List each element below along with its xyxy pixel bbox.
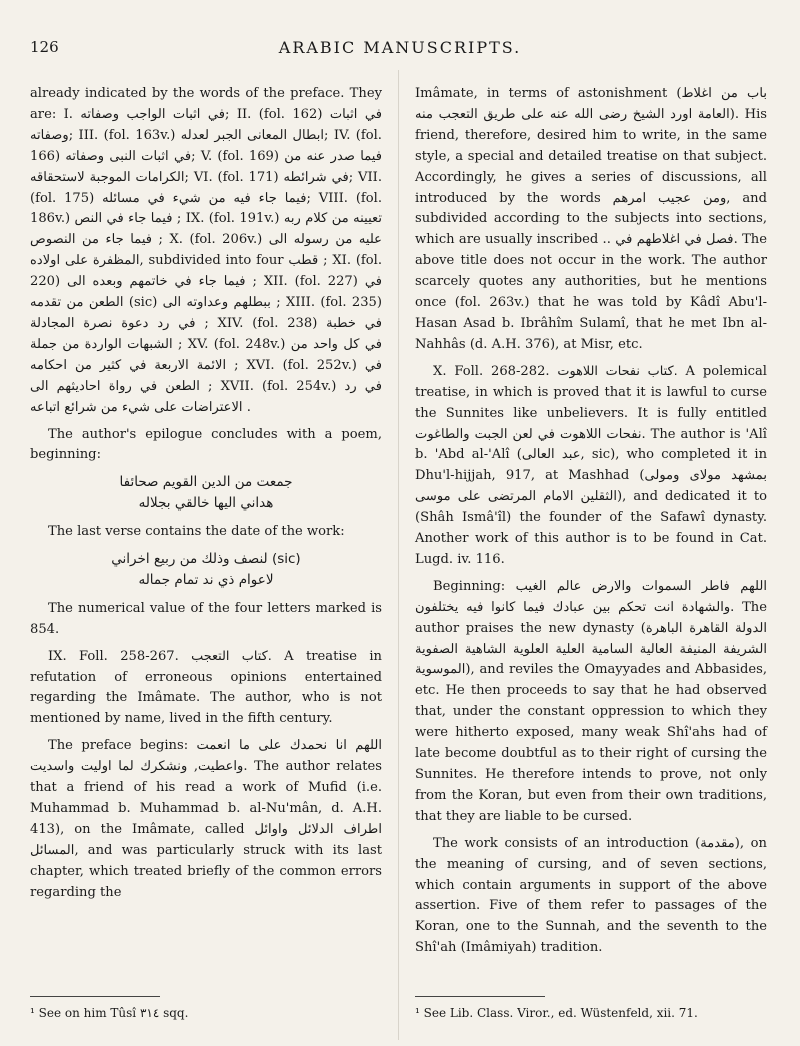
- poem-line: لاعوام ذي ند تمام جماله: [138, 571, 274, 588]
- running-title: ARABIC MANUSCRIPTS.: [278, 38, 522, 57]
- left-paragraph-last-verse: The last verse contains the date of the work:: [48, 524, 345, 540]
- page-header: [0, 38, 800, 62]
- item-arabic-title: كتاب التعجب.: [191, 648, 272, 664]
- right-paragraph-item-x: [415, 362, 767, 571]
- left-paragraph-preface: The preface begins: اللهم انا نحمدك على ما انعمت واعطيت, ونشكرك لما اوليت واسديت. The author relates that a friend of his read a work of Mufid (i.e. Muhammad b. Muhammad b. al-Nu'mân, d. A.H. 413), on the Imâmate, called اطراف الدلائل واوائل المسائل, and was particularly struck with its last chapter, which treated briefly of the common errors regarding the: [30, 738, 383, 900]
- right-paragraph-structure: The work consists of an introduction (مقدمة), on the meaning of cursing, and of seven sections, which contain arguments in support of the above assertion. Five of them refer to passages of the Koran, one to the Sunnah, and the seventh to the Shî'ah (Imâmiyah) tradition.: [415, 835, 767, 956]
- footnote-left: ¹ See on him Tûsî ٣١٤ sqq.: [30, 1006, 189, 1020]
- item-description: A treatise in refutation of erroneous opinions entertained regarding the Imâmate. The author, who is not mentioned by name, lived in the fifth century.: [30, 648, 382, 727]
- right-paragraph-continuation: Imâmate, in terms of astonishment (باب من اغلاط العامة اورد الشيخ رضى الله عنه على طريق التعجب منه). His friend, therefore, desired him to write, in the same style, a special and detailed treatise on that subject. Accordingly, he gives a series of discussions, all introduced by the words ومن عجيب امرهم, and subdivided according to the subjects into sections, which are usually inscribed .. فصل في اغلاطهم في. The above title does not occur in the work. The author scarcely quotes any authorities, but he mentions once (fol. 263v.) that he was told by Kâdî Abu'l-Hasan Asad b. Ibrâhîm Sulamî, that he met Ibn al-Nahhâs (d. A.H. 376), at Misr, etc.: [415, 86, 767, 352]
- column-gutter: [398, 70, 399, 1040]
- poem-verse-1: [30, 472, 382, 514]
- left-paragraph-numerical: The numerical value of the four letters marked is 854.: [30, 600, 382, 637]
- footnote-right: ¹ See Lib. Class. Viror., ed. Wüstenfeld, xii. 71.: [415, 1006, 698, 1020]
- poem-line: لنصف وذلك من ربيع اخراني (sic): [111, 551, 301, 568]
- right-paragraph-beginning: Beginning: اللهم فاطر السموات والارض عالم الغيب والشهادة انت تحكم بين عبادك فيما كانوا فيه يختلفون. The author praises the new dynasty (الدولة القاهرة الباهرة الشريفة المنيفة العالية السامية العلية العلوية الشاهية الصفوية الموسوية), and reviles the Omayyades and Abbasides, etc. He then proceeds to say that he had observed that, under the constant oppression to which they were hitherto exposed, many weak Shî'ahs had of late become doubtful as to their right of cursing the Sunnites. He therefore intends to prove, not only from the Koran, but even from their own traditions, that they are liable to be cursed.: [415, 578, 767, 824]
- poem-line: هداني اليها خالقي بجلاله: [138, 495, 274, 512]
- left-paragraph-chapters: already indicated by the words of the preface. They are: I. في اثبات الواجب وصفاته; II. (fol. 162) في اثبات وصفاته; III. (fol. 163v.) ابطال المعانى الجبر لعدله; IV. (fol. 166) في اثبات النبى وصفاته; V. (fol. 169) فيما صدر عنه من الكرامات الموجبة لاستحقاقه; VI. (fol. 171) في شرائطه; VII. (fol. 175) فيما جاء فيه من شيء في مسائله; VIII. (fol. 186v.) فيما جاء في النص ; IX. (fol. 191v.) تعيينه من كلام ربه فيما جاء من النصوص ; X. (fol. 206v.) عليه من رسوله الى المظفرة على اولاده, subdivided into four قطب ; XI. (fol. 220) فيما جاء في خاتمهم وبعده الى ; XII. (fol. 227) في الطعن من تقدمه (sic) ببطلهم وعداوته الى ; XIII. (fol. 235) في رد دعوة نصرة المجادلة ; XIV. (fol. 238) في خطبة الشبهات الواردة من جملة ; XV. (fol. 248v.) في كل واحد من الائمة الاربعة في كثير من احكامه ; XVI. (fol. 252v.) في الطعن في رواة احاديثهم الى ; XVII. (fol. 254v.) في رد الاعتراضات على شيء من شرائع اتباعه .: [30, 86, 383, 415]
- footnote-rule-left: [30, 996, 160, 997]
- page-number: 126: [30, 38, 59, 56]
- item-heading: IX. Foll. 258-267.: [48, 648, 179, 664]
- left-paragraph-epilogue: The author's epilogue concludes with a poem, beginning:: [30, 426, 382, 463]
- footnote-rule-right: [415, 996, 545, 997]
- poem-line: جمعت من الدين القويم صحائفا: [119, 474, 293, 491]
- item-description: A polemical treatise, in which is proved that it is lawful to curse the Sunnites like unbelievers. It is fully entitled نفحات اللاهوت في لعن الجبت والطاغوت. The author is 'Alî b. 'Abd al-'Alî (عبد العالى, sic), who completed it in Dhu'l-hijjah, 917, at Mashhad (بمشهد مولاى ومولى الثقلين الامام المرتضى على موسى), and dedicated it to (Shâh Ismâ'îl) the founder of the Safawî dynasty. Another work of this author is to be found in Cat. Lugd. iv. 116.: [415, 363, 768, 567]
- right-column: [415, 84, 767, 965]
- left-column: [30, 84, 382, 910]
- item-arabic-title: كتاب نفحات اللاهوت.: [557, 363, 678, 379]
- left-paragraph-item-ix: [30, 647, 382, 731]
- poem-verse-2: [30, 549, 382, 591]
- item-heading: X. Foll. 268-282.: [433, 363, 550, 379]
